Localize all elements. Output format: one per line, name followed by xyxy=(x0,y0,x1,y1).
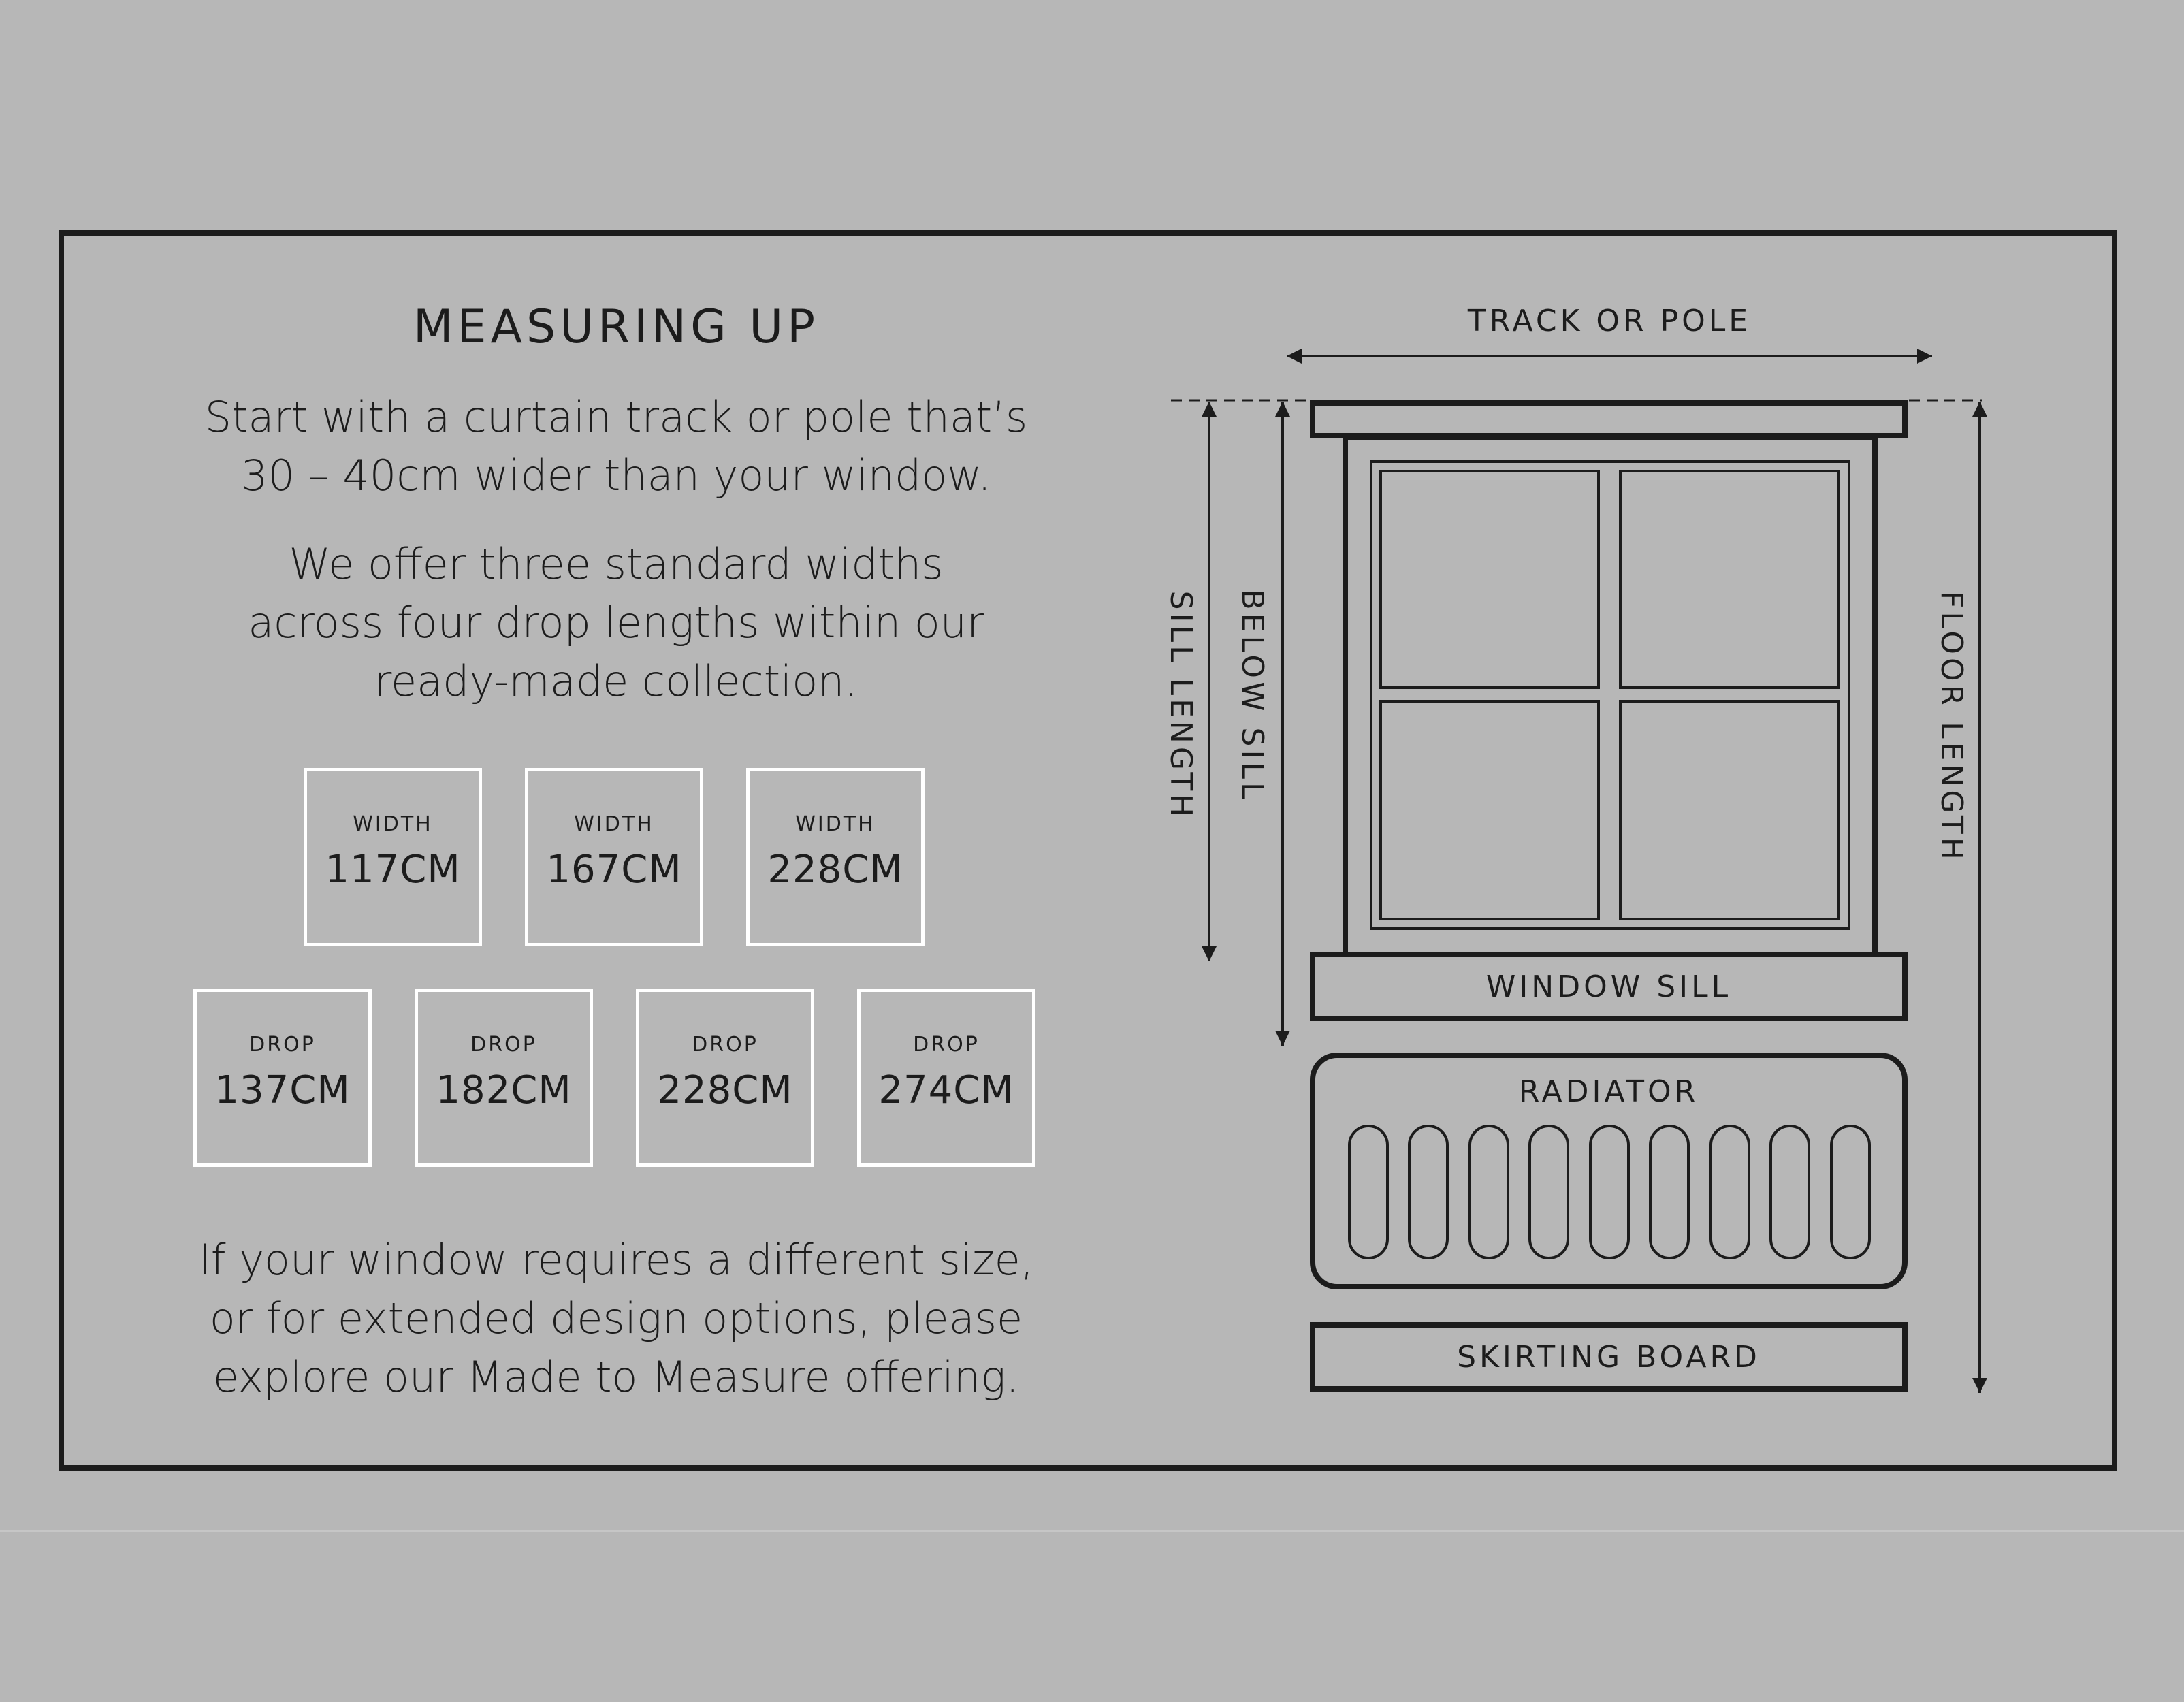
page-title: MEASURING UP xyxy=(413,300,820,354)
drop-card-label: DROP xyxy=(470,1033,537,1057)
offer-text: We offer three standard widths across four drop lengths within our ready-made collection. xyxy=(248,539,984,706)
window-pane xyxy=(1620,471,1838,688)
bottom-divider xyxy=(0,1530,2184,1532)
window-pane xyxy=(1381,701,1599,919)
curtain-pole xyxy=(1313,403,1905,436)
radiator-label: RADIATOR xyxy=(1518,1074,1699,1109)
window-sill-label: WINDOW SILL xyxy=(1486,969,1732,1004)
made-to-measure-text: If your window requires a different size, or for extended design options, please explore our Made to Measure offering. xyxy=(198,1235,1034,1402)
window-pane xyxy=(1381,471,1599,688)
window-pane xyxy=(1620,701,1838,919)
drop-card-value: 228CM xyxy=(657,1068,793,1112)
width-card-value: 228CM xyxy=(767,848,903,892)
drop-card-value: 137CM xyxy=(214,1068,351,1112)
track-label: TRACK OR POLE xyxy=(1467,304,1752,338)
width-card-label: WIDTH xyxy=(574,812,654,836)
window-inner-frame xyxy=(1371,462,1849,929)
drop-card-value: 274CM xyxy=(878,1068,1014,1112)
sill-length-label: SILL LENGTH xyxy=(1163,590,1198,820)
width-card-label: WIDTH xyxy=(353,812,433,836)
floor-length-label: FLOOR LENGTH xyxy=(1934,591,1969,863)
below-sill-label: BELOW SILL xyxy=(1235,589,1270,803)
width-card-value: 117CM xyxy=(325,848,461,892)
window-frame xyxy=(1345,437,1875,954)
drop-card-label: DROP xyxy=(249,1033,316,1057)
intro-text: Start with a curtain track or pole that’s 30 – 40cm wider than your window. xyxy=(204,392,1028,500)
radiator-fins xyxy=(1349,1126,1869,1258)
skirting-board-label: SKIRTING BOARD xyxy=(1457,1340,1761,1375)
drop-card-label: DROP xyxy=(692,1033,758,1057)
width-card-label: WIDTH xyxy=(795,812,876,836)
drop-card-value: 182CM xyxy=(436,1068,572,1112)
width-card-value: 167CM xyxy=(546,848,682,892)
drop-card-label: DROP xyxy=(913,1033,980,1057)
